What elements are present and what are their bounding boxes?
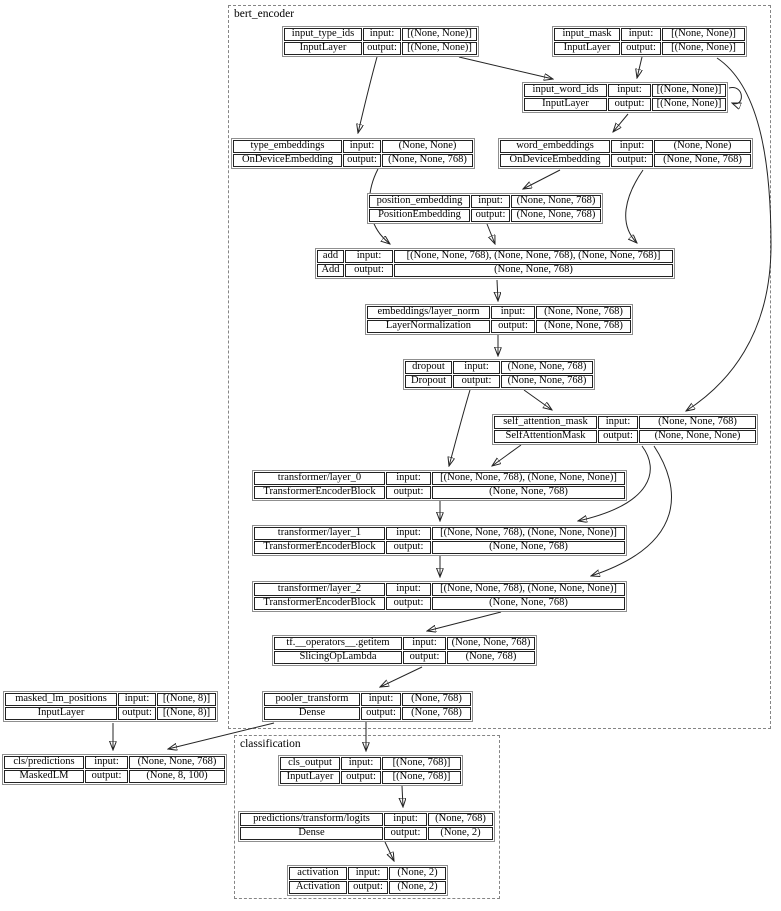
layer-name: input_type_ids (284, 28, 362, 41)
input-shape: [(None, None)] (652, 84, 726, 97)
output-shape: [(None, None)] (402, 42, 477, 55)
node-transformer_layer_1 (252, 525, 627, 556)
layer-class: InputLayer (554, 42, 620, 55)
node-type_embeddings (231, 138, 475, 169)
node-position_embedding (367, 193, 603, 224)
input-label: input: (361, 693, 401, 706)
output-shape: (None, None, None) (639, 430, 756, 443)
layer-name: cls_output (280, 757, 340, 770)
output-shape: (None, None, 768) (536, 320, 631, 333)
input-label: input: (386, 472, 431, 485)
input-shape: [(None, 8)] (157, 693, 216, 706)
output-shape: (None, None, 768) (501, 375, 593, 388)
output-label: output: (341, 771, 381, 784)
layer-name: masked_lm_positions (5, 693, 117, 706)
node-masked_lm_positions (3, 691, 218, 722)
input-shape: (None, 768) (402, 693, 471, 706)
layer-class: Dropout (405, 375, 452, 388)
layer-class: Dense (240, 827, 383, 840)
output-label: output: (621, 42, 661, 55)
layer-class: InputLayer (5, 707, 117, 720)
node-word_embeddings (498, 138, 753, 169)
input-shape: (None, None) (382, 140, 473, 153)
layer-name: dropout (405, 361, 452, 374)
node-input_word_ids (522, 82, 728, 113)
output-label: output: (611, 154, 653, 167)
layer-name: input_word_ids (524, 84, 607, 97)
input-shape: [(None, None, 768), (None, None, 768), (None, None, 768)] (394, 250, 673, 263)
input-shape: (None, 2) (389, 867, 446, 880)
output-shape: (None, None, 768) (511, 209, 601, 222)
output-label: output: (348, 881, 388, 894)
output-shape: [(None, 8)] (157, 707, 216, 720)
output-shape: (None, None, 768) (432, 597, 625, 610)
output-shape: (None, 768) (402, 707, 471, 720)
input-label: input: (386, 527, 431, 540)
input-shape: (None, None, 768) (501, 361, 593, 374)
input-shape: (None, None, 768) (511, 195, 601, 208)
output-label: output: (361, 707, 401, 720)
layer-class: Add (317, 264, 344, 277)
output-label: output: (598, 430, 638, 443)
layer-name: predictions/transform/logits (240, 813, 383, 826)
input-shape: (None, 768) (428, 813, 493, 826)
input-shape: (None, None, 768) (639, 416, 756, 429)
input-label: input: (608, 84, 651, 97)
node-activation (287, 865, 448, 896)
input-label: input: (403, 637, 446, 650)
layer-class: TransformerEncoderBlock (254, 486, 385, 499)
node-add (315, 248, 675, 279)
layer-name: transformer/layer_2 (254, 583, 385, 596)
input-label: input: (621, 28, 661, 41)
cluster-bert-encoder-label: bert_encoder (234, 8, 295, 20)
output-label: output: (343, 154, 381, 167)
layer-class: OnDeviceEmbedding (500, 154, 610, 167)
layer-class: OnDeviceEmbedding (233, 154, 342, 167)
input-label: input: (491, 306, 535, 319)
layer-name: pooler_transform (264, 693, 360, 706)
node-input_mask (552, 26, 747, 57)
input-label: input: (341, 757, 381, 770)
output-shape: (None, 8, 100) (129, 770, 225, 783)
layer-class: SlicingOpLambda (274, 651, 402, 664)
input-shape: (None, None, 768) (447, 637, 535, 650)
output-shape: [(None, None)] (652, 98, 726, 111)
output-shape: (None, None, 768) (432, 541, 625, 554)
input-label: input: (471, 195, 510, 208)
node-transformer_layer_2 (252, 581, 627, 612)
input-label: input: (453, 361, 500, 374)
layer-name: activation (289, 867, 347, 880)
input-shape: (None, None, 768) (536, 306, 631, 319)
input-shape: [(None, None, 768), (None, None, None)] (432, 583, 625, 596)
output-shape: [(None, 768)] (382, 771, 461, 784)
output-label: output: (386, 541, 431, 554)
layer-name: self_attention_mask (494, 416, 597, 429)
layer-class: TransformerEncoderBlock (254, 597, 385, 610)
input-shape: (None, None, 768) (129, 756, 225, 769)
input-label: input: (343, 140, 381, 153)
layer-class: Activation (289, 881, 347, 894)
input-shape: [(None, None, 768), (None, None, None)] (432, 527, 625, 540)
output-shape: (None, None, 768) (654, 154, 751, 167)
input-label: input: (598, 416, 638, 429)
input-label: input: (386, 583, 431, 596)
input-label: input: (611, 140, 653, 153)
layer-class: PositionEmbedding (369, 209, 470, 222)
input-label: input: (348, 867, 388, 880)
node-predictions_transform_logits (238, 811, 495, 842)
input-label: input: (384, 813, 427, 826)
output-label: output: (363, 42, 401, 55)
output-label: output: (345, 264, 393, 277)
input-label: input: (85, 756, 128, 769)
layer-class: LayerNormalization (367, 320, 490, 333)
output-label: output: (471, 209, 510, 222)
layer-class: MaskedLM (4, 770, 84, 783)
layer-class: InputLayer (280, 771, 340, 784)
node-cls_output (278, 755, 463, 786)
output-label: output: (403, 651, 446, 664)
input-shape: [(None, 768)] (382, 757, 461, 770)
layer-name: type_embeddings (233, 140, 342, 153)
layer-name: add (317, 250, 344, 263)
layer-name: tf.__operators__.getitem (274, 637, 402, 650)
output-label: output: (386, 486, 431, 499)
layer-name: transformer/layer_0 (254, 472, 385, 485)
layer-class: Dense (264, 707, 360, 720)
output-label: output: (384, 827, 427, 840)
layer-name: position_embedding (369, 195, 470, 208)
layer-class: InputLayer (524, 98, 607, 111)
output-label: output: (608, 98, 651, 111)
output-label: output: (118, 707, 156, 720)
output-shape: (None, None, 768) (382, 154, 473, 167)
output-shape: (None, None, 768) (394, 264, 673, 277)
node-self_attention_mask (492, 414, 758, 445)
input-label: input: (345, 250, 393, 263)
output-label: output: (386, 597, 431, 610)
output-label: output: (491, 320, 535, 333)
node-dropout (403, 359, 595, 390)
layer-class: InputLayer (284, 42, 362, 55)
input-shape: [(None, None)] (402, 28, 477, 41)
node-cls_predictions (2, 754, 227, 785)
cluster-classification-label: classification (240, 738, 301, 750)
output-label: output: (453, 375, 500, 388)
input-shape: (None, None) (654, 140, 751, 153)
layer-name: embeddings/layer_norm (367, 306, 490, 319)
output-shape: (None, None, 768) (432, 486, 625, 499)
input-label: input: (363, 28, 401, 41)
layer-name: word_embeddings (500, 140, 610, 153)
layer-name: cls/predictions (4, 756, 84, 769)
output-shape: [(None, None)] (662, 42, 745, 55)
input-shape: [(None, None, 768), (None, None, None)] (432, 472, 625, 485)
output-shape: (None, 2) (428, 827, 493, 840)
layer-class: TransformerEncoderBlock (254, 541, 385, 554)
output-label: output: (85, 770, 128, 783)
node-input_type_ids (282, 26, 479, 57)
layer-class: SelfAttentionMask (494, 430, 597, 443)
layer-name: transformer/layer_1 (254, 527, 385, 540)
output-shape: (None, 768) (447, 651, 535, 664)
input-shape: [(None, None)] (662, 28, 745, 41)
node-pooler_transform (262, 691, 473, 722)
node-tf_operators_getitem (272, 635, 537, 666)
output-shape: (None, 2) (389, 881, 446, 894)
layer-name: input_mask (554, 28, 620, 41)
input-label: input: (118, 693, 156, 706)
node-embeddings_layer_norm (365, 304, 633, 335)
node-transformer_layer_0 (252, 470, 627, 501)
